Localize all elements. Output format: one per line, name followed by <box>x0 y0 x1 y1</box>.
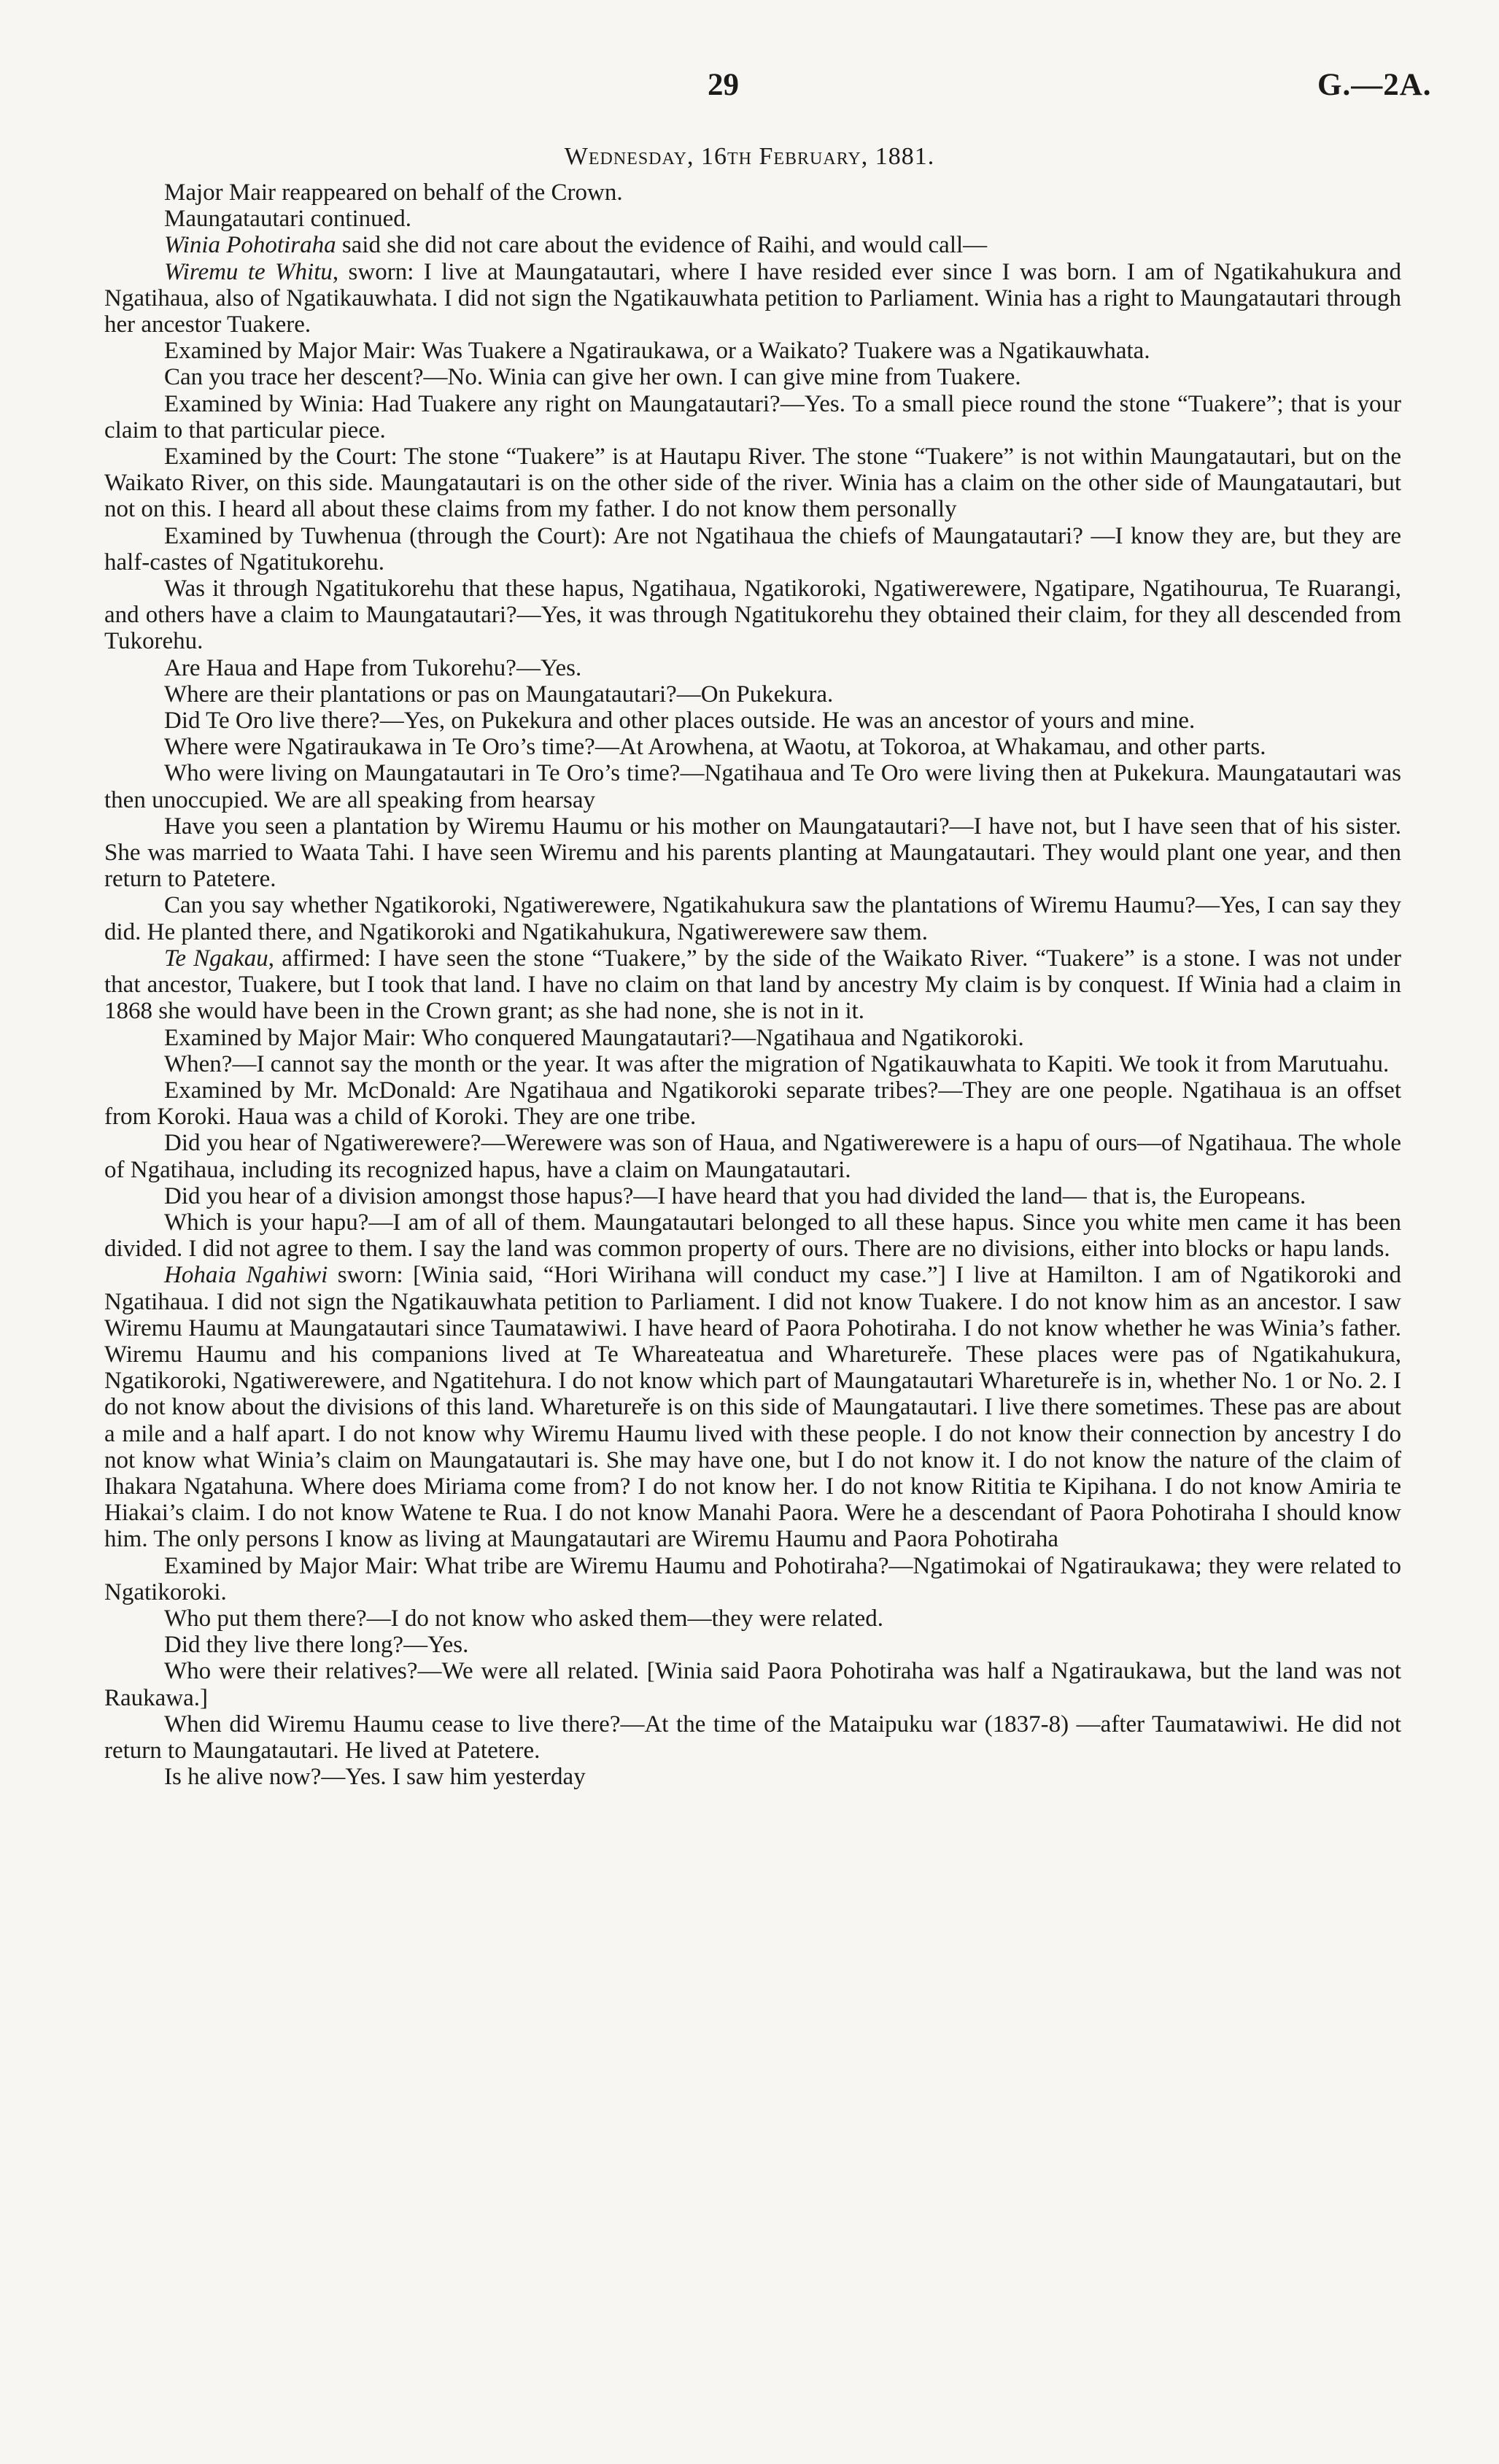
paragraph: Which is your hapu?—I am of all of them. Maungatautari belonged to all these hapus. Since you white men came it has been divided. I did not agree to them. I say the land was common property of ours. There are no divisions, either into blocks or hapu lands. <box>104 1209 1401 1263</box>
speaker-name: Hohaia Ngahiwi <box>164 1262 328 1289</box>
paragraph: Is he alive now?—Yes. I saw him yesterday <box>164 1764 586 1791</box>
body-text <box>104 179 1401 1790</box>
document-code: G.—2A. <box>1317 68 1432 102</box>
paragraph: Was it through Ngatitukorehu that these hapus, Ngatihaua, Ngatikoroki, Ngatiwerewere, Ngatipare, Ngatihourua, Te Ruarangi, and others have a claim to Maungatautari?—Yes, it was through Ngatitukorehu they obtained their claim, for they all descended from Tukorehu. <box>104 576 1401 655</box>
paragraph: Did they live there long?—Yes. <box>164 1632 469 1659</box>
paragraph: Did you hear of Ngatiwerewere?—Werewere was son of Haua, and Ngatiwerewere is a hapu of ours—of Ngatihaua. The whole of Ngatihaua, including its recognized hapus, have a claim on Maungatautari. <box>104 1130 1401 1183</box>
paragraph: Examined by Tuwhenua (through the Court): Are not Ngatihaua the chiefs of Maungatautari? —I know they are, but they are half-castes of Ngatitukorehu. <box>104 522 1401 576</box>
paragraph: Examined by Major Mair: Who conquered Maungatautari?—Ngatihaua and Ngatikoroki. <box>164 1024 1024 1051</box>
paragraph: Can you trace her descent?—No. Winia can give her own. I can give mine from Tuakere. <box>164 364 1021 391</box>
paragraph: Examined by the Court: The stone “Tuakere” is at Hautapu River. The stone “Tuakere” is not within Maungatautari, but on the Waikato River, on this side. Maungatautari is on the other side of the river. Winia has a claim on the other side of Maungatautari, but not on this. I heard all about these claims from my father. I do not know them personally <box>104 443 1401 523</box>
paragraph: Are Haua and Hape from Tukorehu?—Yes. <box>164 654 582 681</box>
paragraph: Hohaia Ngahiwi sworn: [Winia said, “Hori Wirihana will conduct my case.”] I live at Hamilton. I am of Ngatikoroki and Ngatihaua. I did not sign the Ngatikauwhata petition to Parliament. I did not know Tuakere. I do not know him as an ancestor. I saw Wiremu Haumu at Maungatautari since Taumatawiwi. I have heard of Paora Pohotiraha. I do not know whether he was Winia’s father. Wiremu Haumu and his companions lived at Te Whareateatua and Wharetureře. These places were pas of Ngatikahukura, Ngatikoroki, Ngatiwerewere, and Ngatitehura. I do not know which part of Maungatautari Wharetureře is in, whether No. 1 or No. 2. I do not know about the divisions of this land. Wharetureře is on this side of Maungatautari. I live there sometimes. These pas are about a mile and a half apart. I do not know why Wiremu Haumu lived with these people. I do not know their connection by ancestry I do not know what Winia’s claim on Maungatautari is. She may have one, but I do not know it. I do not know the nature of the claim of Ihakara Ngatahuna. Where does Miriama come from? I do not know her. I do not know Rititia te Kipihana. I do not know Amiria te Hiakai’s claim. I do not know Watene te Rua. I do not know Manahi Paora. Were he a descendant of Paora Pohotiraha I should know him. The only persons I know as living at Maungatautari are Wiremu Haumu and Paora Pohotiraha <box>104 1262 1401 1553</box>
page-number: 29 <box>708 68 739 102</box>
paragraph: Who were their relatives?—We were all related. [Winia said Paora Pohotiraha was half a Ngatiraukawa, but the land was not Raukawa.] <box>104 1658 1401 1711</box>
paragraph: Examined by Mr. McDonald: Are Ngatihaua and Ngatikoroki separate tribes?—They are one people. Ngatihaua is an offset from Koroki. Haua was a child of Koroki. They are one tribe. <box>104 1077 1401 1131</box>
speaker-name: Winia Pohotiraha <box>164 232 336 259</box>
paragraph: When?—I cannot say the month or the year. It was after the migration of Ngatikauwhata to Kapiti. We took it from Marutuahu. <box>164 1050 1390 1077</box>
paragraph: Where were Ngatiraukawa in Te Oro’s time?—At Arowhena, at Waotu, at Tokoroa, at Whakamau, and other parts. <box>164 734 1266 761</box>
paragraph: Did Te Oro live there?—Yes, on Pukekura and other places outside. He was an ancestor of yours and mine. <box>164 708 1196 735</box>
paragraph: Examined by Winia: Had Tuakere any right on Maungatautari?—Yes. To a small piece round the stone “Tuakere”; that is your claim to that particular piece. <box>104 390 1401 443</box>
paragraph: When did Wiremu Haumu cease to live there?—At the time of the Mataipuku war (1837-8) —after Taumatawiwi. He did not return to Maungatautari. He lived at Patetere. <box>104 1711 1401 1764</box>
paragraph: Who put them there?—I do not know who asked them—they were related. <box>164 1605 884 1632</box>
paragraph: Wiremu te Whitu, sworn: I live at Maungatautari, where I have resided ever since I was born. I am of Ngatikahukura and Ngatihaua, also of Ngatikauwhata. I did not sign the Ngatikauwhata petition to Parliament. Winia has a right to Maungatautari through her ancestor Tuakere. <box>104 258 1401 338</box>
speaker-name: Te Ngakau <box>164 945 268 972</box>
paragraph: Examined by Major Mair: What tribe are Wiremu Haumu and Pohotiraha?—Ngatimokai of Ngatiraukawa; they were related to Ngatikoroki. <box>104 1552 1401 1605</box>
speaker-name: Wiremu te Whitu <box>164 258 333 285</box>
paragraph: Winia Pohotiraha said she did not care about the evidence of Raihi, and would call— <box>164 232 988 259</box>
paragraph: Where are their plantations or pas on Maungatautari?—On Pukekura. <box>164 681 834 708</box>
paragraph: Major Mair reappeared on behalf of the Crown. <box>164 179 623 206</box>
paragraph: Te Ngakau, affirmed: I have seen the stone “Tuakere,” by the side of the Waikato River. “Tuakere” is a stone. I was not under that ancestor, Tuakere, but I took that land. I have no claim on that land by ancestry My claim is by conquest. If Winia had a claim in 1868 she would have been in the Crown grant; as she had none, she is not in it. <box>104 945 1401 1025</box>
paragraph: Examined by Major Mair: Was Tuakere a Ngatiraukawa, or a Waikato? Tuakere was a Ngatikauwhata. <box>164 338 1150 365</box>
paragraph: Have you seen a plantation by Wiremu Haumu or his mother on Maungatautari?—I have not, but I have seen that of his sister. She was married to Waata Tahi. I have seen Wiremu and his parents planting at Maungatautari. They would plant one year, and then return to Patetere. <box>104 813 1401 893</box>
paragraph: Did you hear of a division amongst those hapus?—I have heard that you had divided the land— that is, the Europeans. <box>164 1182 1306 1209</box>
paragraph: Can you say whether Ngatikoroki, Ngatiwerewere, Ngatikahukura saw the plantations of Wiremu Haumu?—Yes, I can say they did. He planted there, and Ngatikoroki and Ngatikahukura, Ngatiwerewere saw them. <box>104 892 1401 945</box>
date-heading: Wednesday, 16th February, 1881. <box>564 143 935 170</box>
paragraph: Maungatautari continued. <box>164 206 412 233</box>
paragraph: Who were living on Maungatautari in Te Oro’s time?—Ngatihaua and Te Oro were living then at Pukekura. Maungatautari was then unoccupied. We are all speaking from hearsay <box>104 760 1401 813</box>
